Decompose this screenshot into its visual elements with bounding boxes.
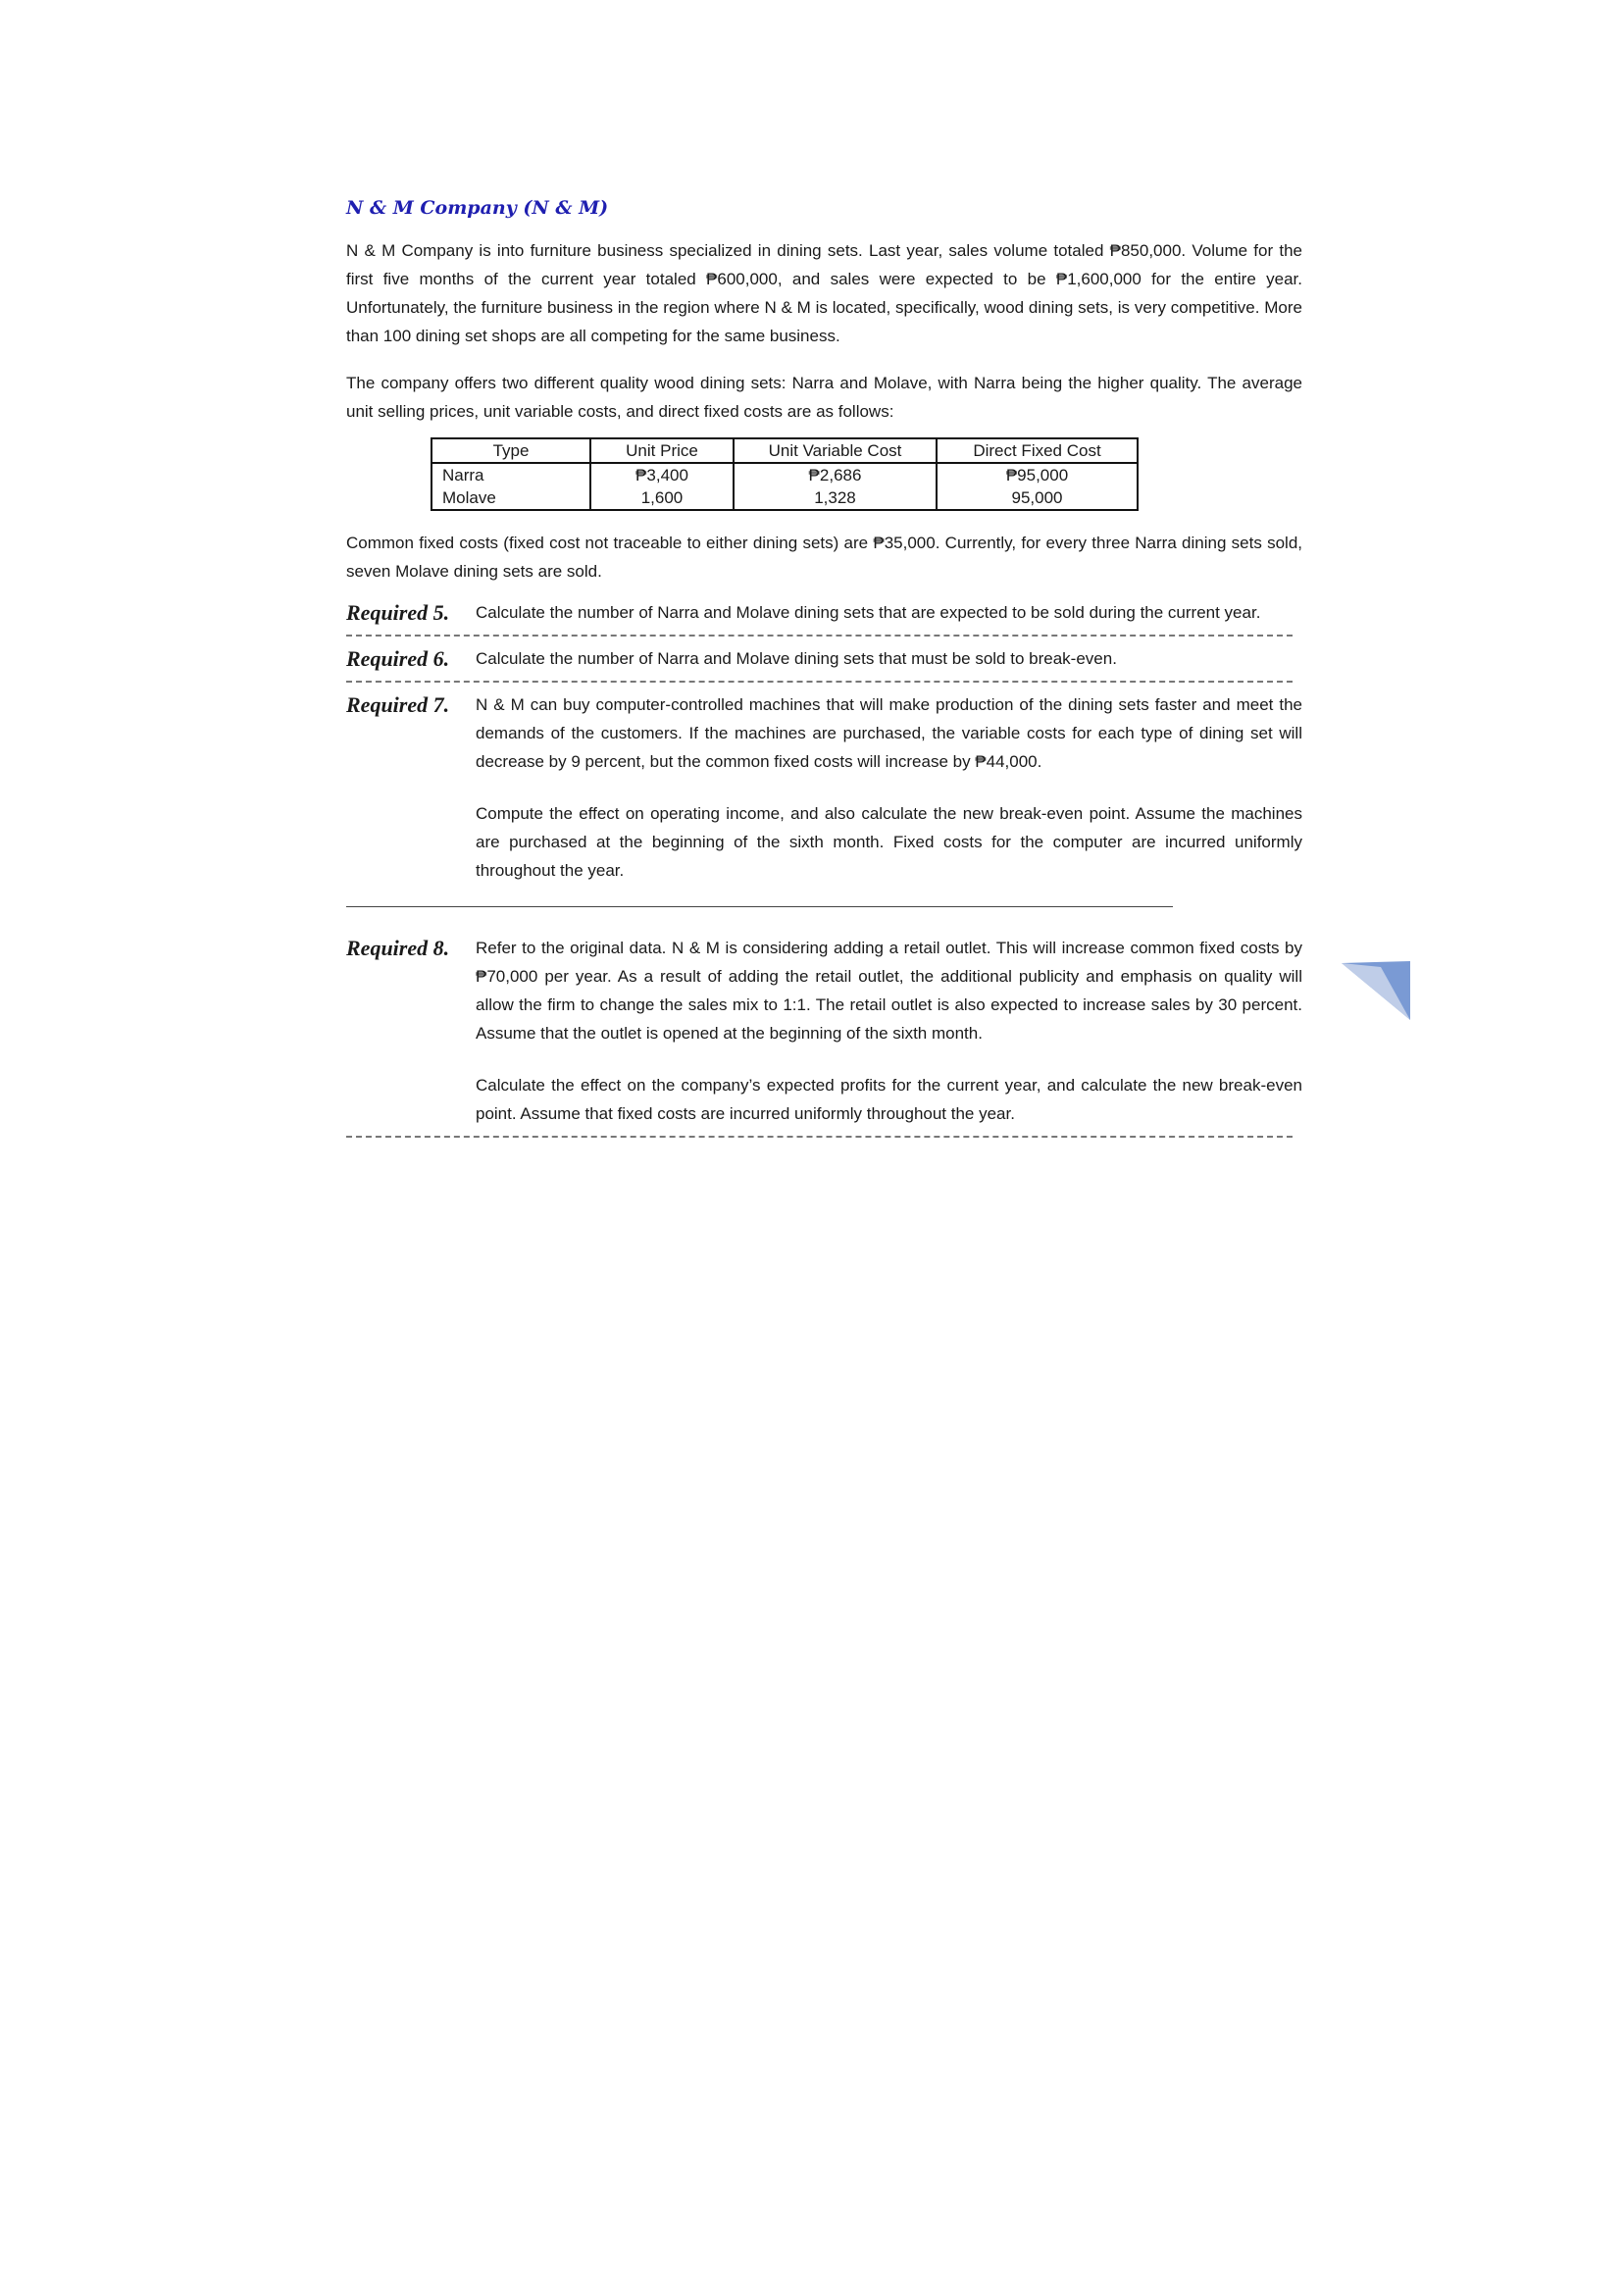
- table-row: [431, 486, 1138, 510]
- required-7: [346, 690, 1302, 885]
- cell-direct-fixed-cost: ₱95,000: [937, 463, 1138, 486]
- required-5: [346, 598, 1302, 627]
- required-label: Required 8.: [346, 936, 450, 960]
- required-text: [476, 690, 1302, 885]
- header-unit-variable-cost: Unit Variable Cost: [734, 438, 937, 463]
- cost-table: [431, 437, 1139, 511]
- cell-unit-price: ₱3,400: [590, 463, 734, 486]
- cell-type: Molave: [431, 486, 590, 510]
- cell-type: Narra: [431, 463, 590, 486]
- required-paragraph: Calculate the number of Narra and Molave dining sets that must be sold to break-even.: [476, 649, 1117, 668]
- header-unit-price: Unit Price: [590, 438, 734, 463]
- required-text: [476, 934, 1302, 1128]
- offers-paragraph: The company offers two different quality wood dining sets: Narra and Molave, with Narra being the higher quality. The average unit selling prices, unit variable costs, and direct fixed costs are as follows:: [346, 374, 1302, 421]
- dashed-divider: [346, 681, 1293, 683]
- page-break-line: [346, 906, 1173, 907]
- dashed-divider: [346, 1136, 1293, 1138]
- table-header-row: [431, 438, 1138, 463]
- required-label: Required 6.: [346, 646, 450, 671]
- required-text: [476, 644, 1302, 673]
- required-label: Required 5.: [346, 600, 450, 625]
- header-type: Type: [431, 438, 590, 463]
- required-6: [346, 644, 1302, 673]
- required-paragraph: N & M can buy computer-controlled machines that will make production of the dining sets faster and meet the demands of the customers. If the machines are purchased, the variable costs for each type of dining set will decrease by 9 percent, but the common fixed costs will increase by ₱44,000.: [476, 695, 1302, 771]
- required-paragraph: Compute the effect on operating income, and also calculate the new break-even point. Assume the machines are purchased at the beginning of the sixth month. Fixed costs for the computer are incurred uniformly throughout the year.: [476, 804, 1302, 880]
- required-paragraph: Refer to the original data. N & M is considering adding a retail outlet. This will increase common fixed costs by ₱70,000 per year. As a result of adding the retail outlet, the additional publicity and emphasis on quality will allow the firm to change the sales mix to 1:1. The retail outlet is also expected to increase sales by 30 percent. Assume that the outlet is opened at the beginning of the sixth month.: [476, 939, 1302, 1043]
- document-body: [346, 194, 1302, 1146]
- table-row: [431, 463, 1138, 486]
- intro-paragraph: N & M Company is into furniture business specialized in dining sets. Last year, sales volume totaled ₱850,000. Volume for the first five months of the current year totaled ₱600,000, and sales were expected to be ₱1,600,000 for the entire year. Unfortunately, the furniture business in the region where N & M is located, specifically, wood dining sets, is very competitive. More than 100 dining set shops are all competing for the same business.: [346, 241, 1302, 345]
- required-8: [346, 934, 1302, 1128]
- cell-direct-fixed-cost: 95,000: [937, 486, 1138, 510]
- cell-unit-price: 1,600: [590, 486, 734, 510]
- common-fixed-paragraph: Common fixed costs (fixed cost not traceable to either dining sets) are ₱35,000. Currently, for every three Narra dining sets sold, seven Molave dining sets are sold.: [346, 534, 1302, 581]
- document-title: N & M Company (N & M): [346, 197, 609, 219]
- dashed-divider: [346, 635, 1293, 637]
- required-paragraph: Calculate the effect on the company’s expected profits for the current year, and calculate the new break-even point. Assume that fixed costs are incurred uniformly throughout the year.: [476, 1076, 1302, 1123]
- page-curl-icon: [1342, 961, 1412, 1020]
- cell-unit-variable-cost: ₱2,686: [734, 463, 937, 486]
- required-text: [476, 598, 1302, 627]
- required-label: Required 7.: [346, 692, 450, 717]
- required-paragraph: Calculate the number of Narra and Molave dining sets that are expected to be sold during the current year.: [476, 603, 1261, 622]
- cell-unit-variable-cost: 1,328: [734, 486, 937, 510]
- header-direct-fixed-cost: Direct Fixed Cost: [937, 438, 1138, 463]
